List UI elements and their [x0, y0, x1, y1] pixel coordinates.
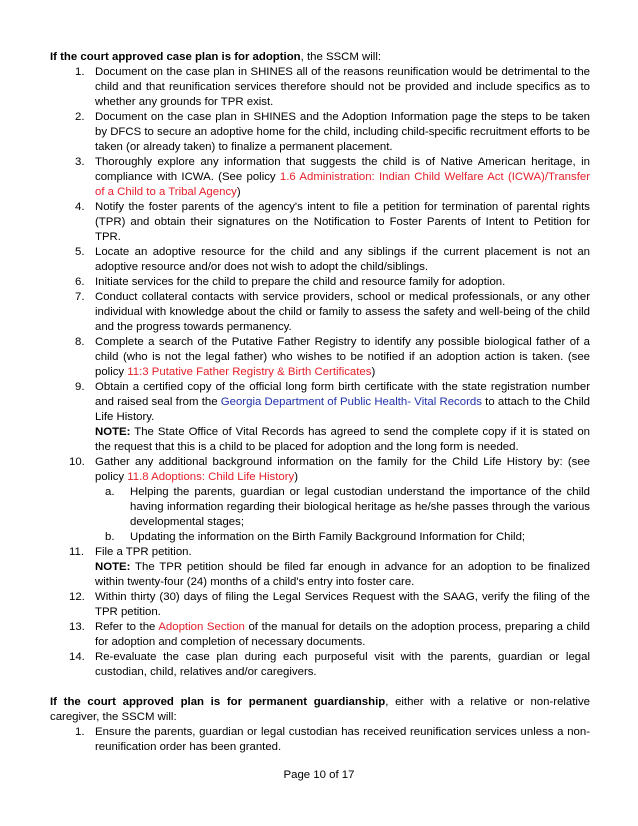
sub-list-item: b. Updating the information on the Birth Family Background Information for Child; [105, 531, 526, 543]
policy-link-child-life-history[interactable]: 11.8 Adoptions: Child Life History [127, 471, 295, 483]
note-label: NOTE: [95, 561, 131, 573]
adoption-intro-rest: , the SSCM will: [300, 51, 382, 63]
list-item: 1. Ensure the parents, guardian or legal custodian has received reunification services unless a non-reunification order has been granted. [75, 726, 590, 753]
page-number: Page 10 of 17 [283, 769, 355, 781]
list-item: 7. Conduct collateral contacts with service providers, school or medical professionals, or any other individual with knowledge about the child or family to assess the safety and well-being of the child and the progress towards permanency. [75, 291, 590, 333]
vital-records-link[interactable]: Georgia Department of Public Health- Vital Records [220, 396, 482, 408]
guardianship-intro-bold: If the court approved plan is for permanent guardianship [50, 696, 386, 708]
adoption-plan-intro [50, 50, 590, 65]
list-item: 1. Document on the case plan in SHINES all of the reasons reunification would be detrimental to the child and that reunification services therefore should not be provided and include specifics as to whether any grounds for TPR exist. [75, 66, 590, 108]
adoption-steps-list [50, 65, 590, 680]
list-item: 3. Thoroughly explore any information that suggests the child is of Native American heritage, in compliance with ICWA. (See policy 1.6 Administration: Indian Child Welfare Act (ICWA)/Transfer of a Child to a Tribal Agency) [75, 156, 590, 198]
list-item: 8. Complete a search of the Putative Father Registry to identify any possible biological father of a child (who is not the legal father) who wishes to be notified if an adoption action is taken. (see policy 11:3 Putative Father Registry & Birth Certificates) [75, 336, 590, 378]
guardianship-intro-rest: , either with a relative or non-relative caregiver, the SSCM will: [50, 696, 590, 723]
adoption-intro-bold: If the court approved case plan is for adoption [50, 51, 301, 63]
document-page [50, 50, 590, 755]
list-item: 14. Re-evaluate the case plan during each purposeful visit with the parents, guardian or legal custodian, child, relatives and/or caregivers. [69, 651, 590, 678]
adoption-section-link[interactable]: Adoption Section [158, 621, 245, 633]
sub-list-item: a. Helping the parents, guardian or legal custodian understand the importance of the child having information regarding their biological heritage as he/she passes through the various developmental stages; [105, 486, 590, 528]
list-item: 6. Initiate services for the child to prepare the child and resource family for adoption. [75, 276, 506, 288]
list-item: 5. Locate an adoptive resource for the child and any siblings if the current placement is not an adoptive resource and/or does not wish to adopt the child/siblings. [75, 246, 590, 273]
note-text: The State Office of Vital Records has agreed to send the complete copy if it is stated on the request that this is a child to be placed for adoption and the long form is needed. [95, 426, 590, 453]
section-spacer [50, 680, 590, 695]
list-item: 4. Notify the foster parents of the agency's intent to file a petition for termination of parental rights (TPR) and obtain their signatures on the Notification to Foster Parents of Intent to Petition for TPR. [75, 201, 590, 243]
list-item: 2. Document on the case plan in SHINES and the Adoption Information page the steps to be taken by DFCS to secure an adoptive home for the child, including child-specific recruitment efforts to be taken (or already taken) to finalize a permanent placement. [75, 111, 590, 153]
sub-list [95, 485, 590, 545]
list-item: 10. Gather any additional background information on the family for the Child Life History by: (see policy 11.8 Adoptions: Child Life History) a. Helping the parents, guardian or legal custodian understand the importance of the child having information regarding their biological heritage as he/she passes through the various developmental stages; b. Updating the information on the Birth Family Background Information for Child; [69, 456, 590, 543]
list-item: 9. Obtain a certified copy of the official long form birth certificate with the state registration number and raised seal from the Georgia Department of Public Health- Vital Records to attach to the Child Life History. NOTE: The State Office of Vital Records has agreed to send the complete copy if it is stated on the request that this is a child to be placed for adoption and the long form is needed. [75, 381, 590, 453]
list-item: 13. Refer to the Adoption Section of the manual for details on the adoption process, preparing a child for adoption and completion of necessary documents. [69, 621, 590, 648]
guardianship-steps-list [50, 725, 590, 755]
guardianship-plan-intro [50, 695, 590, 725]
list-item: 11. File a TPR petition. NOTE: The TPR petition should be filed far enough in advance for an adoption to be finalized within twenty-four (24) months of a child's entry into foster care. [69, 546, 590, 588]
list-item: 12. Within thirty (30) days of filing the Legal Services Request with the SAAG, verify the filing of the TPR petition. [69, 591, 590, 618]
note-text: The TPR petition should be filed far enough in advance for an adoption to be finalized within twenty-four (24) months of a child's entry into foster care. [95, 561, 590, 588]
policy-link-putative-father[interactable]: 11:3 Putative Father Registry & Birth Certificates [127, 366, 372, 378]
policy-link-icwa[interactable]: 1.6 Administration: Indian Child Welfare Act (ICWA)/Transfer of a Child to a Tribal Agency [95, 171, 590, 198]
note-label: NOTE: [95, 426, 131, 438]
